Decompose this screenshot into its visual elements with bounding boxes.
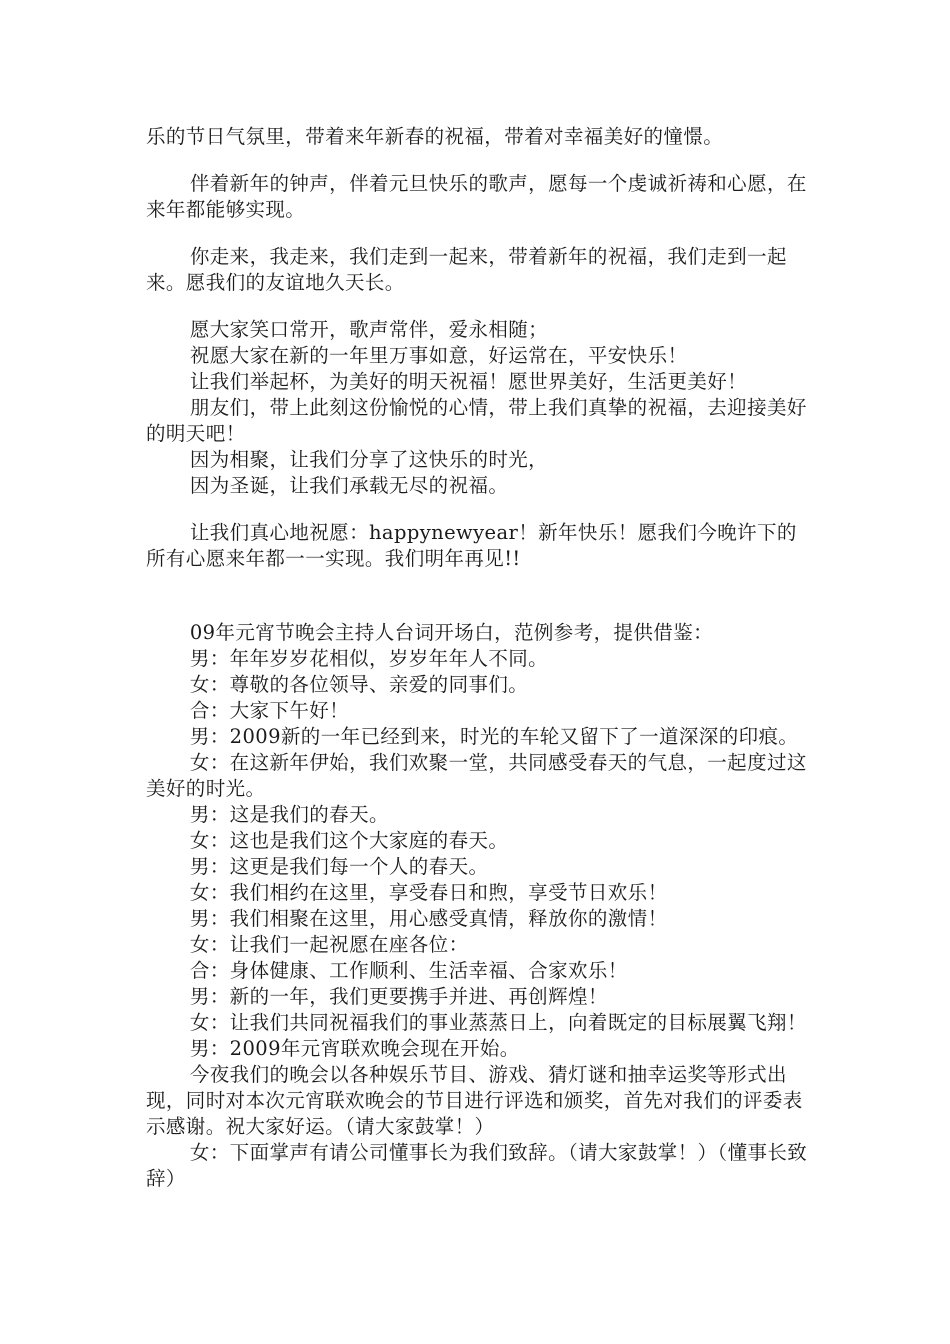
paragraph-spacer: [146, 572, 811, 620]
paragraph: 让我们真心地祝愿：happynewyear！新年快乐！愿我们今晚许下的所有心愿来年都一一实现。我们明年再见!!: [146, 521, 797, 570]
paragraph: 男：这更是我们每一个人的春天。: [189, 855, 489, 878]
paragraph: 女：这也是我们这个大家庭的春天。: [189, 829, 509, 852]
paragraph: 女：让我们一起祝愿在座各位：: [189, 933, 469, 956]
paragraph: 男：2009年元宵联欢晚会现在开始。: [189, 1037, 520, 1060]
paragraph: 09年元宵节晚会主持人台词开场白，范例参考，提供借鉴：: [189, 621, 713, 644]
document-body: [146, 124, 811, 1192]
paragraph: 男：新的一年，我们更要携手并进、再创辉煌！: [189, 985, 608, 1008]
paragraph-spacer: [146, 223, 811, 244]
paragraph: 男：年年岁岁花相似，岁岁年年人不同。: [189, 647, 549, 670]
paragraph-spacer: [146, 150, 811, 171]
paragraph: 女：尊敬的各位领导、亲爱的同事们。: [189, 673, 529, 696]
paragraph: 伴着新年的钟声，伴着元旦快乐的歌声，愿每一个虔诚祈祷和心愿，在来年都能够实现。: [146, 172, 807, 221]
paragraph-spacer: [146, 296, 811, 317]
paragraph: 因为圣诞，让我们承载无尽的祝福。: [189, 474, 509, 497]
paragraph: 女：我们相约在这里，享受春日和煦，享受节日欢乐！: [189, 881, 668, 904]
paragraph: 男：这是我们的春天。: [189, 803, 389, 826]
paragraph: 朋友们，带上此刻这份愉悦的心情，带上我们真挚的祝福，去迎接美好的明天吧！: [146, 396, 807, 445]
paragraph: 你走来，我走来，我们走到一起来，带着新年的祝福，我们走到一起来。愿我们的友谊地久天长。: [146, 245, 787, 294]
paragraph: 女：下面掌声有请公司懂事长为我们致辞。（请大家鼓掌！）（懂事长致辞）: [146, 1141, 808, 1190]
paragraph: 今夜我们的晚会以各种娱乐节目、游戏、猜灯谜和抽幸运奖等形式出现，同时对本次元宵联欢晚会的节目进行评选和颁奖，首先对我们的评委表示感谢。祝大家好运。（请大家鼓掌！）: [146, 1063, 803, 1138]
paragraph: 男：2009新的一年已经到来，时光的车轮又留下了一道深深的印痕。: [189, 725, 799, 748]
paragraph: 因为相聚，让我们分享了这快乐的时光，: [189, 448, 549, 471]
paragraph: 女：让我们共同祝福我们的事业蒸蒸日上，向着既定的目标展翼飞翔！: [189, 1011, 807, 1034]
paragraph: 让我们举起杯，为美好的明天祝福！愿世界美好，生活更美好！: [189, 370, 748, 393]
paragraph: 合：身体健康、工作顺利、生活幸福、合家欢乐！: [189, 959, 628, 982]
paragraph: 愿大家笑口常开，歌声常伴，爱永相随；: [189, 318, 549, 341]
paragraph: 祝愿大家在新的一年里万事如意，好运常在，平安快乐！: [189, 344, 688, 367]
paragraph-spacer: [146, 499, 811, 520]
paragraph: 女：在这新年伊始，我们欢聚一堂，共同感受春天的气息，一起度过这美好的时光。: [146, 751, 807, 800]
paragraph: 男：我们相聚在这里，用心感受真情，释放你的激情！: [189, 907, 668, 930]
paragraph: 合：大家下午好！: [189, 699, 350, 722]
paragraph: 乐的节日气氛里，带着来年新春的祝福，带着对幸福美好的憧憬。: [146, 125, 724, 148]
